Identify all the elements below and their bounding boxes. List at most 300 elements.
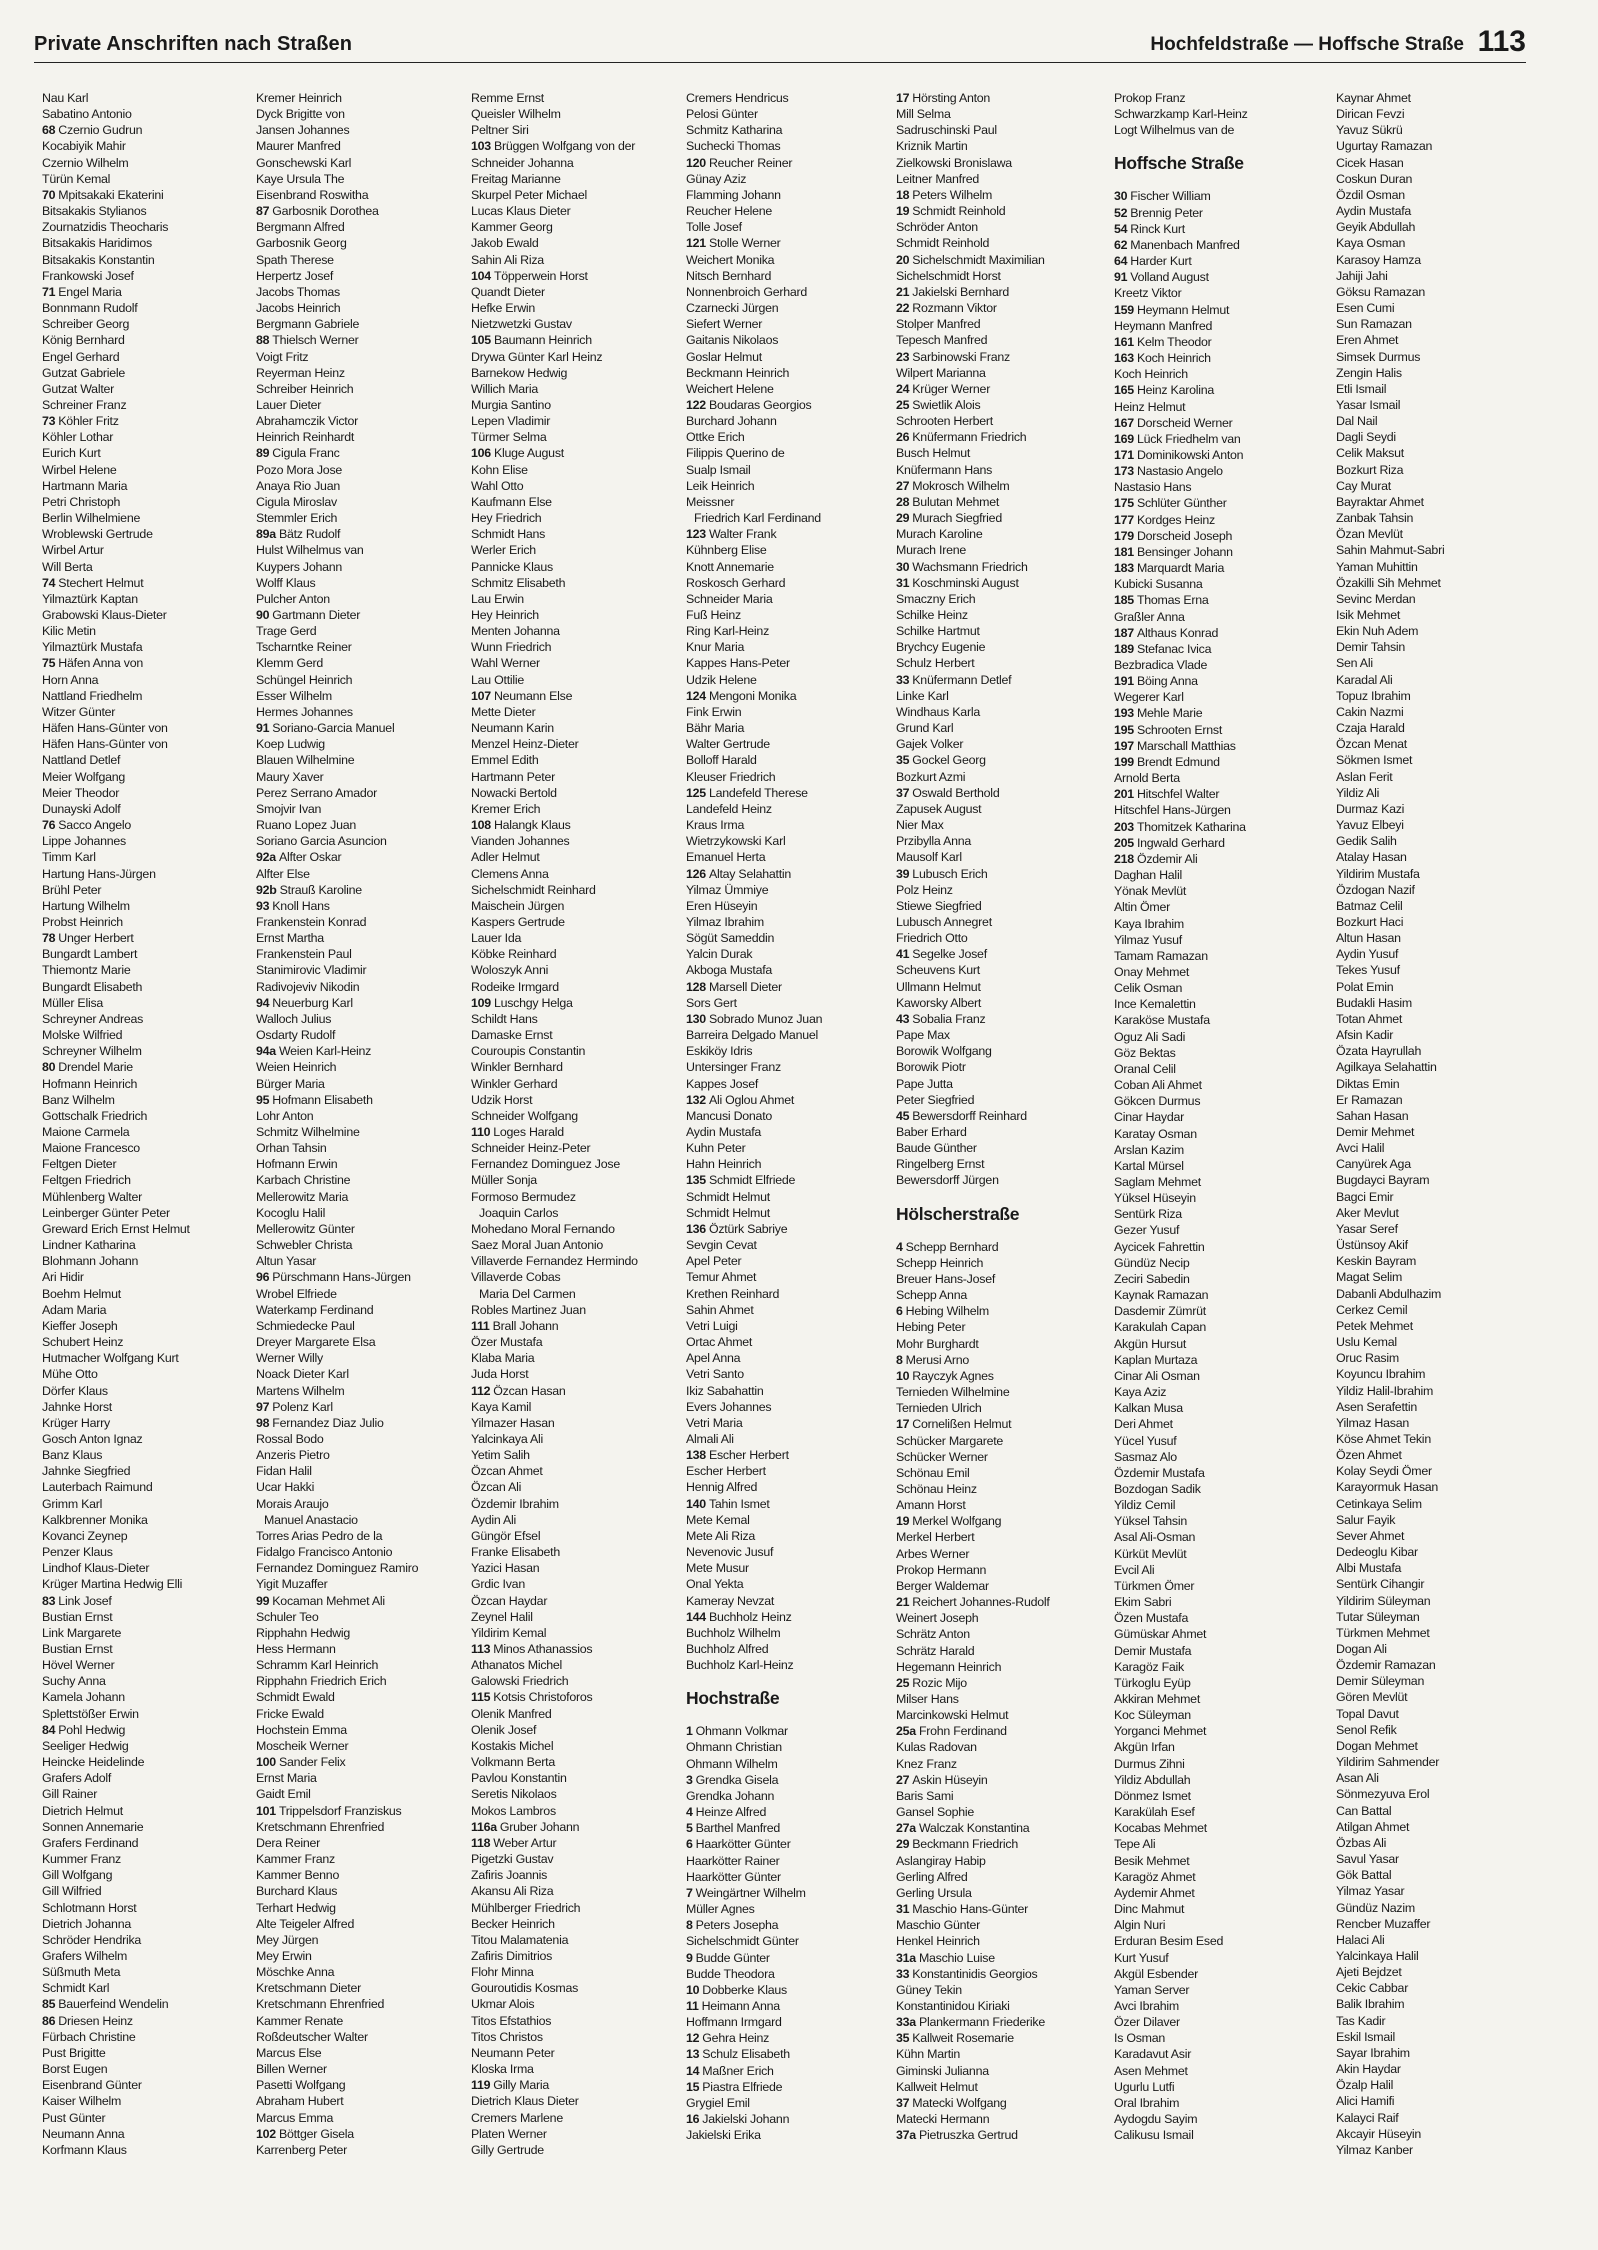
resident-name: Kalkbrenner Monika — [42, 1512, 148, 1527]
resident-name: Atilgan Ahmet — [1336, 1819, 1410, 1834]
resident-entry — [256, 639, 466, 655]
resident-name: Hegemann Heinrich — [896, 1659, 1002, 1674]
resident-entry — [256, 559, 466, 575]
resident-name: Oranal Celil — [1114, 1061, 1176, 1076]
resident-entry — [1114, 1239, 1324, 1255]
resident-entry — [256, 1269, 466, 1285]
resident-name: Fidan Halil — [256, 1464, 312, 1479]
resident-entry — [471, 769, 681, 785]
resident-entry — [471, 1770, 681, 1786]
resident-entry — [896, 397, 1106, 413]
resident-entry — [686, 1593, 896, 1609]
house-number: 35 — [896, 2031, 910, 2046]
resident-entry — [686, 1739, 896, 1755]
resident-entry — [42, 1576, 252, 1592]
resident-name: Hartmann Maria — [42, 478, 128, 493]
resident-entry — [896, 720, 1106, 736]
resident-entry — [1336, 898, 1546, 914]
resident-name: Avci Ibrahim — [1114, 1998, 1179, 2013]
resident-name: Nattland Friedhelm — [42, 688, 143, 703]
resident-name: Grund Karl — [896, 721, 954, 736]
resident-entry — [896, 1594, 1106, 1610]
resident-entry — [471, 1576, 681, 1592]
resident-entry — [1114, 948, 1324, 964]
resident-entry — [686, 235, 896, 251]
resident-entry — [1114, 399, 1324, 415]
resident-name: Leitner Manfred — [896, 171, 980, 186]
resident-name: Zafiris Joannis — [471, 1868, 548, 1883]
resident-entry — [471, 171, 681, 187]
resident-entry — [42, 849, 252, 865]
resident-entry — [1336, 397, 1546, 413]
column-3 — [471, 90, 681, 2158]
house-number: 218 — [1114, 851, 1134, 866]
resident-entry — [1336, 882, 1546, 898]
resident-name: Aslangiray Habip — [896, 1853, 986, 1868]
resident-name: Neumann Karin — [471, 721, 554, 736]
house-number: 161 — [1114, 334, 1134, 349]
resident-name: Seeliger Hedwig — [42, 1738, 129, 1753]
resident-entry — [1336, 2126, 1546, 2142]
resident-entry — [471, 2093, 681, 2109]
resident-name: Schneider Johanna — [471, 155, 574, 170]
resident-name: Knott Annemarie — [686, 559, 774, 574]
resident-name: Marschall Matthias — [1136, 738, 1236, 753]
resident-entry — [256, 138, 466, 154]
resident-entry — [896, 1239, 1106, 1255]
resident-entry — [1114, 253, 1324, 269]
resident-name: Althaus Konrad — [1136, 625, 1219, 640]
resident-name: Hulst Wilhelmus van — [256, 543, 364, 558]
resident-name: Thomas Erna — [1136, 593, 1209, 608]
resident-name: Wolff Klaus — [256, 575, 316, 590]
resident-name: Güney Tekin — [896, 1982, 962, 1997]
resident-name: Aydin Yusuf — [1336, 947, 1399, 962]
house-number: 101 — [256, 1803, 276, 1818]
resident-entry — [896, 1756, 1106, 1772]
resident-entry — [686, 559, 896, 575]
resident-entry — [471, 1172, 681, 1188]
resident-name: Pozo Mora Jose — [256, 462, 343, 477]
resident-entry — [896, 930, 1106, 946]
resident-name: Zeynel Halil — [471, 1609, 533, 1624]
resident-entry — [1114, 366, 1324, 382]
resident-entry — [1336, 833, 1546, 849]
resident-name: Will Berta — [42, 559, 93, 574]
resident-entry — [471, 316, 681, 332]
resident-name: Böttger Gisela — [278, 2126, 354, 2141]
resident-entry — [42, 1754, 252, 1770]
resident-entry — [1114, 205, 1324, 221]
resident-entry — [256, 1366, 466, 1382]
resident-name: Flohr Minna — [471, 1965, 534, 1980]
resident-entry — [686, 769, 896, 785]
house-number: 8 — [686, 1918, 693, 1933]
resident-entry — [256, 2142, 466, 2158]
resident-entry — [42, 1366, 252, 1382]
house-number: 35 — [896, 753, 910, 768]
resident-name: Häfen Hans-Günter von — [42, 721, 168, 736]
house-number: 4 — [686, 1805, 693, 1820]
resident-name: Coskun Duran — [1336, 171, 1413, 186]
resident-name: Celik Osman — [1114, 981, 1183, 996]
resident-entry — [256, 2061, 466, 2077]
resident-entry — [896, 1497, 1106, 1513]
resident-name: Jacobs Heinrich — [256, 301, 341, 316]
resident-entry — [1336, 1948, 1546, 1964]
resident-entry — [42, 1011, 252, 1027]
resident-entry — [896, 171, 1106, 187]
resident-entry — [471, 1302, 681, 1318]
resident-entry — [1336, 381, 1546, 397]
resident-entry — [1336, 1350, 1546, 1366]
resident-entry — [256, 1512, 466, 1528]
resident-entry — [1336, 1011, 1546, 1027]
house-number: 29 — [896, 511, 910, 526]
resident-name: Schwebler Christa — [256, 1238, 353, 1253]
resident-entry — [1114, 835, 1324, 851]
resident-name: Gutzat Walter — [42, 381, 115, 396]
resident-name: Köhler Fritz — [58, 414, 119, 429]
resident-name: Häfen Hans-Günter von — [42, 737, 168, 752]
house-number: 95 — [256, 1092, 270, 1107]
resident-name: Bürger Maria — [256, 1076, 325, 1091]
resident-entry — [896, 1869, 1106, 1885]
resident-entry — [256, 1609, 466, 1625]
resident-name: Udzik Helene — [686, 672, 757, 687]
resident-entry — [896, 1027, 1106, 1043]
resident-entry — [1114, 1933, 1324, 1949]
resident-entry — [1114, 819, 1324, 835]
street-range: Hochfeldstraße — Hoffsche Straße — [1150, 34, 1464, 55]
resident-entry — [42, 1786, 252, 1802]
resident-name: Brychcy Eugenie — [896, 640, 986, 655]
resident-name: Schmidt Elfriede — [708, 1173, 796, 1188]
resident-name: Lucas Klaus Dieter — [471, 204, 571, 219]
column-7 — [1336, 90, 1546, 2158]
resident-entry — [256, 1770, 466, 1786]
resident-entry — [256, 575, 466, 591]
house-number: 5 — [686, 1821, 693, 1836]
resident-name: Schreyner Wilhelm — [42, 1044, 142, 1059]
resident-entry — [256, 1528, 466, 1544]
resident-name: Hartung Wilhelm — [42, 898, 130, 913]
resident-entry — [686, 1140, 896, 1156]
resident-name: Walczak Konstantina — [918, 1821, 1030, 1836]
house-number: 62 — [1114, 237, 1128, 252]
resident-name: Bolloff Harald — [686, 753, 757, 768]
resident-name: Totan Ahmet — [1336, 1011, 1403, 1026]
resident-name: Gaitanis Nikolaos — [686, 333, 779, 348]
resident-name: Giminski Julianna — [896, 2063, 989, 2078]
resident-entry — [471, 187, 681, 203]
resident-entry — [1114, 1756, 1324, 1772]
resident-name: Kilic Metin — [42, 624, 96, 639]
resident-name: Ajeti Bejdzet — [1336, 1965, 1402, 1980]
resident-name: Oruc Rasim — [1336, 1351, 1399, 1366]
resident-name: Diktas Emin — [1336, 1076, 1400, 1091]
street-heading: Hoffsche Straße — [1114, 153, 1244, 174]
resident-entry — [896, 1966, 1106, 1982]
resident-name: Sentürk Cihangir — [1336, 1577, 1425, 1592]
resident-name: Pietruszka Gertrud — [918, 2128, 1018, 2143]
resident-name: Sahin Ali Riza — [471, 252, 544, 267]
resident-name: Polenz Karl — [272, 1399, 333, 1414]
resident-name: Aydemir Ahmet — [1114, 1885, 1195, 1900]
resident-entry — [1114, 786, 1324, 802]
resident-entry — [1114, 1853, 1324, 1869]
resident-entry — [42, 510, 252, 526]
resident-entry — [256, 1932, 466, 1948]
resident-entry — [42, 688, 252, 704]
resident-entry — [686, 1657, 896, 1673]
resident-entry — [471, 914, 681, 930]
resident-entry — [42, 1851, 252, 1867]
resident-name: Frankenstein Konrad — [256, 914, 367, 929]
resident-name: Villaverde Cobas — [471, 1270, 561, 1285]
resident-name: Cakin Nazmi — [1336, 704, 1404, 719]
resident-entry — [471, 1043, 681, 1059]
resident-name: Bensinger Johann — [1136, 544, 1233, 559]
resident-entry — [686, 478, 896, 494]
resident-name: Dreyer Margarete Elsa — [256, 1335, 376, 1350]
resident-entry — [256, 591, 466, 607]
resident-entry — [686, 914, 896, 930]
resident-entry — [686, 381, 896, 397]
resident-name: Heinz Helmut — [1114, 399, 1186, 414]
resident-name: Graßler Anna — [1114, 609, 1185, 624]
resident-name: Can Battal — [1336, 1803, 1392, 1818]
resident-entry — [1336, 1544, 1546, 1560]
resident-name: Avci Halil — [1336, 1141, 1385, 1156]
resident-name: Dogan Mehmet — [1336, 1738, 1418, 1753]
resident-name: Topuz Ibrahim — [1336, 688, 1411, 703]
resident-entry — [471, 882, 681, 898]
resident-name: Wilpert Marianna — [896, 365, 986, 380]
resident-entry — [42, 1253, 252, 1269]
resident-entry — [1114, 802, 1324, 818]
resident-entry — [471, 268, 681, 284]
resident-name: Wegerer Karl — [1114, 690, 1184, 705]
resident-name: Ohmann Volkmar — [695, 1724, 788, 1739]
resident-entry — [896, 2127, 1106, 2143]
resident-entry — [1336, 1980, 1546, 1996]
resident-entry — [471, 1544, 681, 1560]
resident-name: Hofmann Elisabeth — [272, 1092, 373, 1107]
resident-name: Klemm Gerd — [256, 656, 324, 671]
resident-name: Gonschewski Karl — [256, 155, 352, 170]
resident-entry — [256, 300, 466, 316]
resident-name: Jakielski Bernhard — [912, 284, 1010, 299]
resident-name: Karayormuk Hasan — [1336, 1480, 1439, 1495]
house-number: 13 — [686, 2047, 700, 2062]
house-number: 64 — [1114, 254, 1128, 269]
house-number: 94a — [256, 1044, 276, 1059]
resident-name: Heimann Anna — [701, 1998, 780, 2013]
resident-name: Grafers Wilhelm — [42, 1948, 128, 1963]
resident-name: Wahl Otto — [471, 478, 524, 493]
resident-entry — [256, 849, 466, 865]
resident-entry — [42, 1156, 252, 1172]
resident-entry — [1114, 1352, 1324, 1368]
resident-entry — [1336, 1189, 1546, 1205]
resident-entry — [471, 1851, 681, 1867]
resident-name: Dirican Fevzi — [1336, 107, 1405, 122]
resident-entry — [1114, 1481, 1324, 1497]
resident-name: Sualp Ismail — [686, 462, 751, 477]
resident-entry — [42, 1980, 252, 1996]
resident-name: Akkiran Mehmet — [1114, 1692, 1201, 1706]
resident-name: Adler Helmut — [471, 850, 540, 865]
resident-entry — [1336, 559, 1546, 575]
resident-entry — [1114, 512, 1324, 528]
resident-name: Buchholz Heinz — [708, 1609, 792, 1624]
resident-name: Yildirim Kemal — [471, 1625, 547, 1640]
page-header — [34, 26, 1526, 63]
house-number: 100 — [256, 1755, 276, 1770]
resident-entry — [42, 979, 252, 995]
resident-name: Akgün Hursut — [1114, 1336, 1187, 1351]
resident-name: Kappes Hans-Peter — [686, 656, 790, 671]
resident-entry — [256, 914, 466, 930]
resident-name: Aycicek Fahrettin — [1114, 1239, 1205, 1254]
resident-entry — [686, 866, 896, 882]
resident-entry — [471, 688, 681, 704]
resident-entry — [1114, 641, 1324, 657]
resident-entry — [686, 736, 896, 752]
resident-entry — [1336, 1496, 1546, 1512]
resident-name: Rozic Mijo — [912, 1675, 967, 1690]
resident-name: Ernst Martha — [256, 931, 324, 946]
resident-name: Nowacki Bertold — [471, 785, 557, 800]
resident-name: Hofmann Heinrich — [42, 1076, 138, 1091]
resident-entry — [42, 542, 252, 558]
house-number: 171 — [1114, 447, 1134, 462]
resident-name: Schreiner Franz — [42, 397, 127, 412]
resident-entry — [686, 1641, 896, 1657]
resident-name: Meier Theodor — [42, 785, 120, 800]
house-number: 31 — [896, 1902, 910, 1917]
resident-name: Banz Klaus — [42, 1448, 103, 1463]
resident-name: Müller Sonja — [471, 1173, 537, 1188]
resident-entry — [896, 1287, 1106, 1303]
resident-entry — [896, 898, 1106, 914]
resident-name: Lubusch Erich — [912, 866, 988, 881]
resident-entry — [471, 122, 681, 138]
resident-name: Knez Franz — [896, 1756, 957, 1771]
resident-name: Lubusch Annegret — [896, 914, 992, 929]
resident-name: Dedeoglu Kibar — [1336, 1545, 1418, 1560]
resident-name: Ottke Erich — [686, 430, 745, 445]
house-number: 99 — [256, 1593, 270, 1608]
resident-name: Kremer Erich — [471, 801, 541, 816]
resident-name: Trippelsdorf Franziskus — [278, 1803, 402, 1818]
resident-name: Dietrich Helmut — [42, 1803, 123, 1818]
resident-name: Halangk Klaus — [493, 818, 571, 833]
resident-name: Berger Waldemar — [896, 1578, 989, 1593]
resident-name: Neumann Anna — [42, 2126, 125, 2141]
resident-name: Barreira Delgado Manuel — [686, 1028, 818, 1043]
resident-entry — [1114, 1077, 1324, 1093]
resident-name: Lindner Katharina — [42, 1238, 136, 1253]
resident-name: Neumann Peter — [471, 2045, 555, 2060]
resident-entry — [896, 1836, 1106, 1852]
resident-name: Adam Maria — [42, 1302, 107, 1317]
resident-entry — [686, 752, 896, 768]
resident-entry — [256, 1641, 466, 1657]
resident-name: Kammer Benno — [256, 1868, 340, 1883]
resident-name: Linke Karl — [896, 688, 949, 703]
house-number: 193 — [1114, 706, 1134, 721]
resident-entry — [471, 1447, 681, 1463]
resident-name: Weingärtner Wilhelm — [695, 1885, 806, 1900]
resident-name: Mey Jürgen — [256, 1932, 319, 1947]
resident-name: Thomitzek Katharina — [1136, 819, 1246, 834]
resident-entry — [686, 1092, 896, 1108]
resident-entry — [42, 365, 252, 381]
resident-entry — [896, 1384, 1106, 1400]
resident-entry — [256, 1657, 466, 1673]
resident-entry — [686, 1205, 896, 1221]
resident-entry — [256, 90, 466, 106]
resident-name: Trage Gerd — [256, 624, 317, 639]
resident-entry — [471, 801, 681, 817]
resident-name: Bitsakakis Konstantin — [42, 252, 155, 267]
house-number: 179 — [1114, 528, 1134, 543]
resident-entry — [471, 1108, 681, 1124]
resident-name: Temur Ahmet — [686, 1270, 757, 1285]
resident-entry — [42, 866, 252, 882]
resident-name: Wahl Werner — [471, 656, 540, 671]
resident-entry — [471, 866, 681, 882]
resident-entry — [686, 655, 896, 671]
resident-entry — [1114, 1433, 1324, 1449]
resident-entry — [256, 397, 466, 413]
resident-entry — [256, 462, 466, 478]
resident-entry — [256, 445, 466, 461]
resident-name: Schilke Heinz — [896, 608, 968, 622]
resident-name: Mellerowitz Maria — [256, 1189, 349, 1204]
resident-name: Yildirim Sahmender — [1336, 1755, 1440, 1770]
resident-entry — [1336, 1932, 1546, 1948]
resident-entry — [686, 332, 896, 348]
resident-name: Köhler Lothar — [42, 430, 114, 445]
resident-entry — [42, 1140, 252, 1156]
resident-name: Yasar Ismail — [1336, 397, 1401, 412]
resident-name: Blauen Wilhelmine — [256, 753, 355, 768]
resident-name: Feltgen Dieter — [42, 1157, 117, 1172]
resident-name: Ring Karl-Heinz — [686, 624, 770, 639]
resident-entry — [1114, 996, 1324, 1012]
resident-entry — [1114, 899, 1324, 915]
house-number: 169 — [1114, 431, 1134, 446]
resident-entry — [686, 1463, 896, 1479]
resident-entry — [686, 1302, 896, 1318]
resident-entry — [42, 2061, 252, 2077]
resident-name: Ohmann Wilhelm — [686, 1756, 778, 1771]
resident-entry — [1114, 851, 1324, 867]
resident-entry — [471, 1900, 681, 1916]
resident-name: Leik Heinrich — [686, 478, 755, 493]
resident-name: Smaczny Erich — [896, 591, 976, 606]
resident-name: Karaköse Mustafa — [1114, 1013, 1210, 1028]
resident-entry — [42, 1593, 252, 1609]
resident-name: Kaya Kamil — [471, 1399, 532, 1414]
resident-entry — [1336, 1738, 1546, 1754]
resident-name: Kuypers Johann — [256, 559, 343, 574]
resident-name: Sayar Ibrahim — [1336, 2045, 1410, 2060]
house-number: 112 — [471, 1383, 491, 1398]
